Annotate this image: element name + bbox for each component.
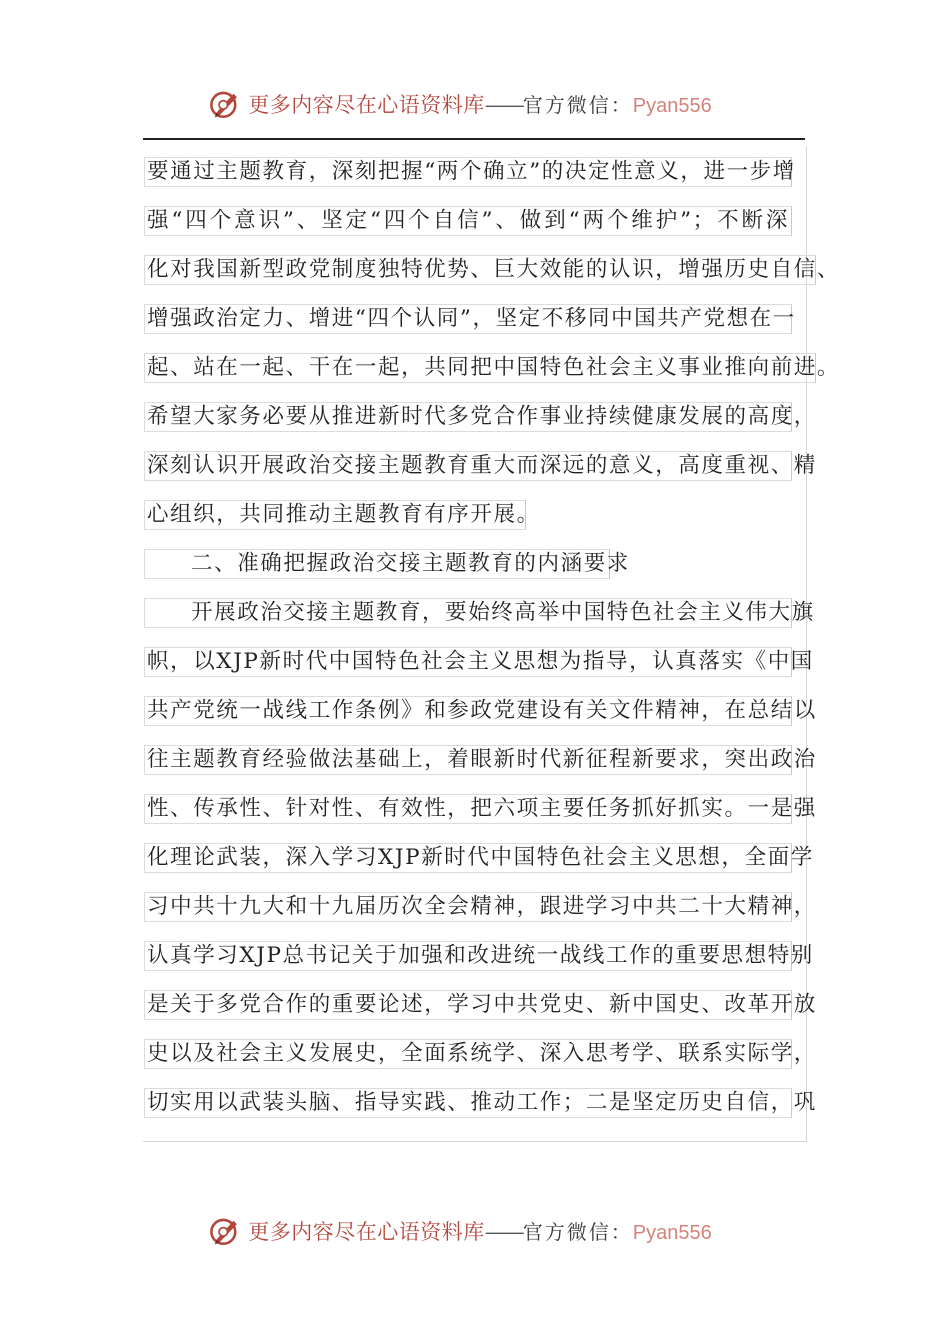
footer-dash: —— — [484, 1220, 523, 1244]
footer-banner — [0, 1211, 950, 1251]
pen-logo-icon — [208, 87, 242, 121]
text-line: 往主题教育经验做法基础上，着眼新时代新征程新要求，突出政治 — [144, 736, 824, 785]
text-line: 史以及社会主义发展史，全面系统学、深入思考学、联系实际学， — [144, 1030, 824, 1079]
text-line: 增强政治定力、增进“四个认同”，坚定不移同中国共产党想在一 — [144, 295, 824, 344]
header-text — [248, 89, 711, 119]
text-line: 强“四个意识”、坚定“四个自信”、做到“两个维护”；不断深 — [144, 197, 824, 246]
header-brand: 更多内容尽在心语资料库 — [248, 93, 485, 117]
text-line: 性、传承性、针对性、有效性，把六项主要任务抓好抓实。一是强 — [144, 785, 824, 834]
text-line: 深刻认识开展政治交接主题教育重大而深远的意义，高度重视、精 — [144, 442, 824, 491]
header-wechat-id: Pyan556 — [632, 95, 712, 117]
text-line: 共产党统一战线工作条例》和参政党建设有关文件精神，在总结以 — [144, 687, 824, 736]
text-line: 要通过主题教育，深刻把握“两个确立”的决定性意义，进一步增 — [144, 148, 824, 197]
header-dash: —— — [484, 93, 523, 117]
text-line: 希望大家务必要从推进新时代多党合作事业持续健康发展的高度， — [144, 393, 824, 442]
footer-brand: 更多内容尽在心语资料库 — [248, 1220, 485, 1244]
footer-wechat-id: Pyan556 — [632, 1222, 712, 1244]
text-line: 心组织，共同推动主题教育有序开展。 — [144, 491, 824, 540]
footer-official: 官方微信： — [522, 1220, 633, 1244]
pen-logo-icon — [208, 1214, 242, 1248]
header-banner — [0, 84, 950, 124]
header-official: 官方微信： — [522, 93, 633, 117]
text-frame-bottom — [143, 1141, 807, 1142]
text-line: 切实用以武装头脑、指导实践、推动工作；二是坚定历史自信，巩 — [144, 1079, 824, 1128]
text-line: 化理论武装，深入学习XJP新时代中国特色社会主义思想，全面学 — [144, 834, 824, 883]
section-heading: 二、准确把握政治交接主题教育的内涵要求 — [144, 540, 824, 589]
text-line: 认真学习XJP总书记关于加强和改进统一战线工作的重要思想特别 — [144, 932, 824, 981]
text-line: 化对我国新型政党制度独特优势、巨大效能的认识，增强历史自信、 — [144, 246, 824, 295]
text-line: 习中共十九大和十九届历次全会精神，跟进学习中共二十大精神， — [144, 883, 824, 932]
header-rule — [143, 138, 805, 140]
text-line: 帜，以XJP新时代中国特色社会主义思想为指导，认真落实《中国 — [144, 638, 824, 687]
footer-text — [248, 1216, 711, 1246]
document-body — [144, 148, 841, 1128]
text-line: 开展政治交接主题教育，要始终高举中国特色社会主义伟大旗 — [144, 589, 824, 638]
text-line: 是关于多党合作的重要论述，学习中共党史、新中国史、改革开放 — [144, 981, 824, 1030]
text-line: 起、站在一起、干在一起，共同把中国特色社会主义事业推向前进。 — [144, 344, 824, 393]
